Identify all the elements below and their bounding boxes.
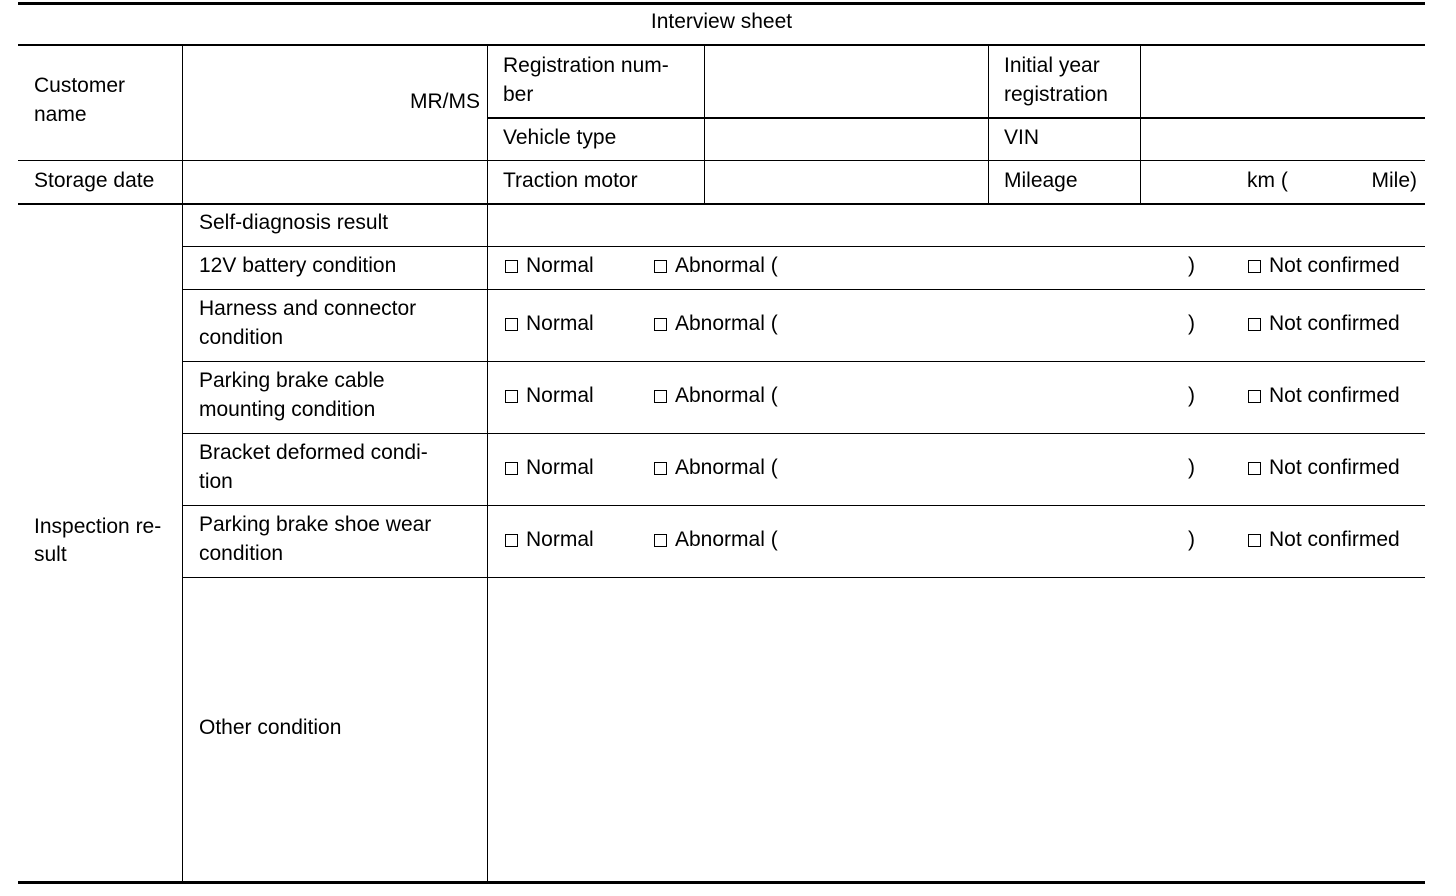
option-normal-label: Normal	[526, 312, 594, 335]
self-diagnosis-label: Self-diagnosis result	[199, 211, 389, 234]
option-abnormal-label: Abnormal (	[675, 254, 778, 277]
initial-year-label-line2: registration	[1004, 83, 1108, 106]
other-condition-label: Other condition	[199, 716, 342, 739]
row-harness-label-line2: condition	[199, 326, 284, 349]
mileage-km-unit: km (	[1247, 169, 1288, 192]
registration-number-label-line2: ber	[503, 83, 534, 106]
checkbox-abnormal-icon[interactable]	[654, 390, 667, 403]
rule-row-5	[182, 505, 1425, 506]
row-brake-cable-label-line2: mounting condition	[199, 398, 376, 421]
row-12v-battery-abnormal	[654, 251, 778, 280]
checkbox-normal-icon[interactable]	[505, 534, 518, 547]
mileage-label: Mileage	[1004, 169, 1078, 192]
option-abnormal-label: Abnormal (	[675, 384, 778, 407]
option-abnormal-label: Abnormal (	[675, 312, 778, 335]
initial-year-label-line1: Initial year	[1004, 54, 1100, 77]
option-normal-label: Normal	[526, 528, 594, 551]
row-bracket-abnormal	[654, 453, 778, 482]
checkbox-normal-icon[interactable]	[505, 318, 518, 331]
row-bracket-label-line1: Bracket deformed condi-	[199, 441, 428, 464]
col-rule-4	[988, 45, 989, 204]
option-normal-label: Normal	[526, 456, 594, 479]
option-normal-label: Normal	[526, 384, 594, 407]
customer-name-suffix: MR/MS	[410, 90, 480, 113]
row-harness-not-confirmed	[1248, 309, 1400, 338]
option-abnormal-label: Abnormal (	[675, 456, 778, 479]
checkbox-normal-icon[interactable]	[505, 462, 518, 475]
traction-motor-label: Traction motor	[503, 169, 638, 192]
checkbox-abnormal-icon[interactable]	[654, 462, 667, 475]
row-harness-abnormal	[654, 309, 778, 338]
checkbox-not-confirmed-icon[interactable]	[1248, 462, 1261, 475]
rule-header-bottom	[18, 203, 1425, 205]
checkbox-not-confirmed-icon[interactable]	[1248, 318, 1261, 331]
col-rule-2	[487, 45, 488, 882]
row-bracket-not-confirmed	[1248, 453, 1400, 482]
rule-row-4	[182, 433, 1425, 434]
row-bracket-close-paren: )	[1188, 456, 1195, 479]
row-harness-close-paren: )	[1188, 312, 1195, 335]
col-rule-1	[182, 45, 183, 882]
checkbox-abnormal-icon[interactable]	[654, 260, 667, 273]
rule-storage-top	[18, 160, 1425, 161]
row-12v-battery-normal	[505, 251, 594, 280]
option-not-confirmed-label: Not confirmed	[1269, 528, 1400, 551]
row-brake-shoe-abnormal	[654, 525, 778, 554]
rule-vehicle-type-top	[488, 117, 1425, 119]
col-rule-5	[1140, 45, 1141, 204]
inspection-result-label-line2: sult	[34, 543, 67, 566]
checkbox-not-confirmed-icon[interactable]	[1248, 534, 1261, 547]
row-brake-shoe-not-confirmed	[1248, 525, 1400, 554]
inspection-result-label-line1: Inspection re-	[34, 515, 162, 538]
checkbox-not-confirmed-icon[interactable]	[1248, 390, 1261, 403]
checkbox-not-confirmed-icon[interactable]	[1248, 260, 1261, 273]
checkbox-abnormal-icon[interactable]	[654, 534, 667, 547]
row-brake-shoe-normal	[505, 525, 594, 554]
rule-row-6	[182, 577, 1425, 578]
row-brake-shoe-label-line2: condition	[199, 542, 284, 565]
rule-title-bottom	[18, 44, 1425, 46]
option-not-confirmed-label: Not confirmed	[1269, 254, 1400, 277]
storage-date-label: Storage date	[34, 169, 155, 192]
customer-name-label-line2: name	[34, 103, 87, 126]
row-12v-battery-close-paren: )	[1188, 254, 1195, 277]
mileage-mile-unit: Mile)	[1371, 169, 1417, 192]
checkbox-normal-icon[interactable]	[505, 390, 518, 403]
option-not-confirmed-label: Not confirmed	[1269, 456, 1400, 479]
registration-number-label-line1: Registration num-	[503, 54, 669, 77]
row-harness-normal	[505, 309, 594, 338]
rule-row-2	[182, 289, 1425, 290]
vehicle-type-label: Vehicle type	[503, 126, 617, 149]
row-bracket-normal	[505, 453, 594, 482]
row-brake-cable-label-line1: Parking brake cable	[199, 369, 385, 392]
sheet-title: Interview sheet	[650, 10, 793, 33]
interview-sheet-table	[18, 2, 1425, 886]
checkbox-normal-icon[interactable]	[505, 260, 518, 273]
row-12v-battery-not-confirmed	[1248, 251, 1400, 280]
row-harness-label-line1: Harness and connector	[199, 297, 417, 320]
rule-row-1	[182, 246, 1425, 247]
option-normal-label: Normal	[526, 254, 594, 277]
row-bracket-label-line2: tion	[199, 470, 233, 493]
col-rule-3	[704, 45, 705, 204]
rule-bottom	[18, 881, 1425, 884]
vin-label: VIN	[1004, 126, 1040, 149]
customer-name-label-line1: Customer	[34, 74, 126, 97]
option-abnormal-label: Abnormal (	[675, 528, 778, 551]
row-brake-shoe-label-line1: Parking brake shoe wear	[199, 513, 432, 536]
checkbox-abnormal-icon[interactable]	[654, 318, 667, 331]
rule-top	[18, 2, 1425, 5]
rule-row-3	[182, 361, 1425, 362]
row-brake-cable-abnormal	[654, 381, 778, 410]
row-brake-cable-normal	[505, 381, 594, 410]
row-brake-cable-not-confirmed	[1248, 381, 1400, 410]
row-brake-cable-close-paren: )	[1188, 384, 1195, 407]
option-not-confirmed-label: Not confirmed	[1269, 312, 1400, 335]
option-not-confirmed-label: Not confirmed	[1269, 384, 1400, 407]
row-brake-shoe-close-paren: )	[1188, 528, 1195, 551]
row-12v-battery-label: 12V battery condition	[199, 254, 397, 277]
